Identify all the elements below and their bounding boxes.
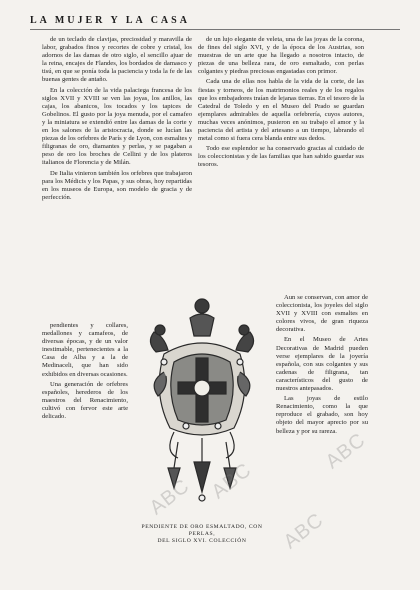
paragraph: En el Museo de Artes Decorativas de Madrid pueden verse ejemplares de la joyería española, con sus colgantes y sus cadenas de filigrana, tan característicos del gusto de nuestros antepasados. <box>276 336 368 393</box>
watermark: ABC <box>321 428 370 474</box>
column-right-top <box>198 36 364 286</box>
paragraph: Las joyas de estilo Renacimiento, como la que reproduce el grabado, son hoy objeto del mayor aprecio por su belleza y por su rareza. <box>276 395 368 435</box>
page-header: LA MUJER Y LA CASA <box>30 15 400 30</box>
caption-line: DEL SIGLO XVI. COLECCIÓN <box>157 538 247 544</box>
paragraph: De Italia vinieron también los orfebres que trabajaron para los Médicis y los Papas, y sus obras, hoy repartidas en los museos de Europa, son modelo de gracia y de perfección. <box>42 169 192 201</box>
paragraph: Cada una de ellas nos habla de la vida de la corte, de las fiestas y torneos, de los matrimonios reales y de los regalos que los embajadores traían de lejanas tierras. En el tesoro de la Catedral de Toledo y en el Museo del Prado se guardan ejemplares admirables de aquella orfebrería, cuyos autores, muchas veces anónimos, pusieron en su trabajo el amor y la paciencia del artista y del artesano a un tiempo, labrando el metal como si fuera cera blanda entre sus dedos. <box>198 78 364 143</box>
paragraph: pendientes y collares, medallones y camafeos, de diversas épocas, y de un valor inestimable, pertenecientes a la Casa de Alba y a la de Medinaceli, que han sido exhibidos en diversas ocasiones. <box>42 322 128 378</box>
column-right-bottom <box>276 294 368 544</box>
watermark: ABC <box>207 458 256 504</box>
jewel-pendant-illustration <box>134 292 270 522</box>
paragraph: de un lujo elegante de veleta, una de las joyas de la corona, de fines del siglo XVI, y de la época de los Austrias, son muestras de un arte que ha llegado a nosotros intacto, de piezas de una belleza rara, de oro esmaltado, con perlas colgantes y piedras preciosas engastadas con primor. <box>198 36 364 76</box>
paragraph: Una generación de orfebres españoles, herederos de los maestros del Renacimiento, cultivó con fervor este arte delicado. <box>42 380 128 421</box>
figure-caption <box>134 524 270 545</box>
column-left-bottom <box>42 322 128 568</box>
paragraph: Aun se conservan, con amor de coleccionista, los joyeles del siglo XVII y XVIII con esmaltes en colores vivos, de gran riqueza decorativa. <box>276 294 368 334</box>
paragraph: Todo ese esplendor se ha conservado gracias al cuidado de los coleccionistas y de las familias que han sabido guardar sus tesoros. <box>198 145 364 169</box>
watermark: ABC <box>145 474 194 520</box>
paragraph: En la colección de la vida palaciega francesa de los siglos XVII y XVIII se ven las joyas, los anillos, las cajas, los abanicos, los tocados y los tapices de Gobelinos. El gusto por la joya menuda, por el camafeo y la miniatura se extendió entre las damas de la corte y en los salones de la aristocracia, donde se lucían las piezas de los orfebres de París y de Lyon, con esmaltes y filigranas de oro, diamantes y perlas, y se pagaban a peso de oro los broches de Cellini y de los plateros italianos de Florencia y de Milán. <box>42 86 192 167</box>
watermark: ABC <box>279 508 328 554</box>
column-left-top <box>42 36 192 318</box>
paragraph: de un teclado de clavijas, preciosidad y maravilla de labor, grabados finos y recortes de cobre y cristal, los adornos de las damas de otro siglo, el sencillo ajuar de la reina, encajes de Flandes, los bordados de damasco y tisú, en que se ponía toda la paciencia y toda la fe de las buenas gentes de antaño. <box>42 36 192 84</box>
caption-line: PENDIENTE DE ORO ESMALTADO, CON PERLAS, <box>141 524 263 537</box>
